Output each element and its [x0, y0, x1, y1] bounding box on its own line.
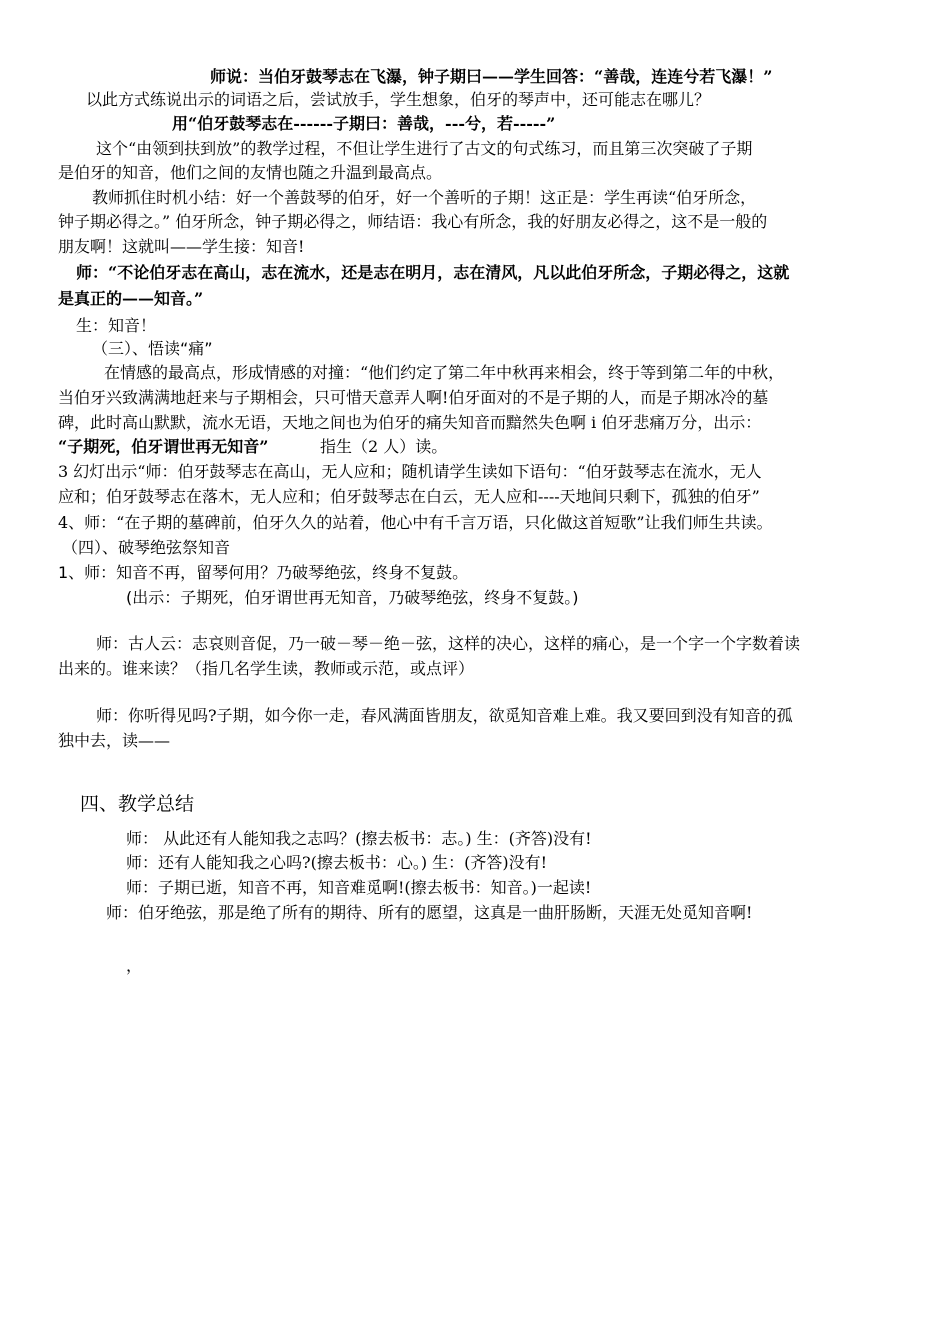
text-line: 1、师：知音不再，留琴何用？乃破琴绝弦，终身不复鼓。: [58, 563, 469, 582]
text-line: ，: [126, 956, 143, 975]
text-line: 出来的。谁来读？（指几名学生读，教师或示范，或点评）: [58, 659, 475, 678]
text-line: 是真正的——知音。”: [58, 289, 204, 308]
text-line: 师：还有人能知我之心吗?(擦去板书：心。) 生：(齐答)没有!: [126, 853, 548, 872]
text-line: 师说：当伯牙鼓琴志在飞瀑，钟子期曰——学生回答：“善哉，连连兮若飞瀑！”: [210, 67, 773, 86]
text-line: 朋友啊！这就叫——学生接：知音!: [58, 237, 305, 256]
text-line: 师：你听得见吗?子期，如今你一走，春风满面皆朋友，欲觅知音难上难。我又要回到没有知音的孤: [96, 706, 793, 725]
text-line: 应和；伯牙鼓琴志在落木，无人应和；伯牙鼓琴志在白云，无人应和----天地间只剩下，孤独的伯牙”: [58, 487, 760, 506]
section-heading: 四、教学总结: [80, 793, 195, 815]
text-line: 4、师：“在子期的墓碑前，伯牙久久的站着，他心中有千言万语，只化做这首短歌”让我们师生共读。: [58, 513, 773, 532]
text-line: 钟子期必得之。” 伯牙所念，钟子期必得之，师结语：我心有所念，我的好朋友必得之，这不是一般的: [58, 212, 768, 231]
text-line: 师：“不论伯牙志在高山，志在流水，还是志在明月，志在清风，凡以此伯牙所念，子期必得之，这就: [76, 263, 790, 282]
text-line: 这个“由领到扶到放”的教学过程，不但让学生进行了古文的句式练习，而且第三次突破了子期: [96, 139, 753, 158]
text-line: 是伯牙的知音，他们之间的友情也随之升温到最高点。: [58, 163, 443, 182]
text-line: 师：伯牙绝弦，那是绝了所有的期待、所有的愿望，这真是一曲肝肠断，天涯无处觅知音啊!: [106, 903, 753, 922]
text-line: 独中去，读——: [58, 731, 171, 750]
section-heading: （四）、破琴绝弦祭知音: [62, 538, 231, 557]
text-line: 用“伯牙鼓琴志在------子期曰：善哉，---兮，若-----”: [172, 114, 556, 133]
text-line: 在情感的最高点，形成情感的对撞：“他们约定了第二年中秋再来相会，终于等到第二年的中秋，: [104, 363, 785, 382]
text-line: 生：知音！: [76, 316, 157, 335]
text-line: 师：子期已逝，知音不再，知音难觅啊!(擦去板书：知音。)一起读!: [126, 878, 592, 897]
emphasis-quote: “子期死，伯牙谓世再无知音”: [58, 437, 269, 456]
text-line: 碑，此时高山默默，流水无语，天地之间也为伯牙的痛失知音而黯然失色啊 i 伯牙悲痛万分，出示：: [58, 413, 762, 432]
text-line: 当伯牙兴致满满地赶来与子期相会，只可惜天意弄人啊!伯牙面对的不是子期的人，而是子期冰冷的墓: [58, 388, 769, 407]
text-line: 指生（2 人）读。: [320, 437, 448, 456]
text-line: 师：古人云：志哀则音促，乃一破－琴－绝－弦，这样的决心，这样的痛心，是一个字一个字数着读: [96, 634, 801, 653]
section-heading: （三）、悟读“痛”: [92, 339, 213, 358]
text-line: 师： 从此还有人能知我之志吗？(擦去板书：志。) 生：(齐答)没有!: [126, 829, 592, 848]
text-line: 以此方式练说出示的词语之后，尝试放手，学生想象，伯牙的琴声中，还可能志在哪儿？: [86, 90, 711, 109]
text-line: (出示：子期死，伯牙谓世再无知音，乃破琴绝弦，终身不复鼓。): [126, 588, 579, 607]
text-line: 教师抓住时机小结：好一个善鼓琴的伯牙，好一个善听的子期！这正是：学生再读“伯牙所念，: [92, 188, 757, 207]
text-line: 3 幻灯出示“师：伯牙鼓琴志在高山，无人应和；随机请学生读如下语句：“伯牙鼓琴志在流水，无人: [58, 462, 762, 481]
